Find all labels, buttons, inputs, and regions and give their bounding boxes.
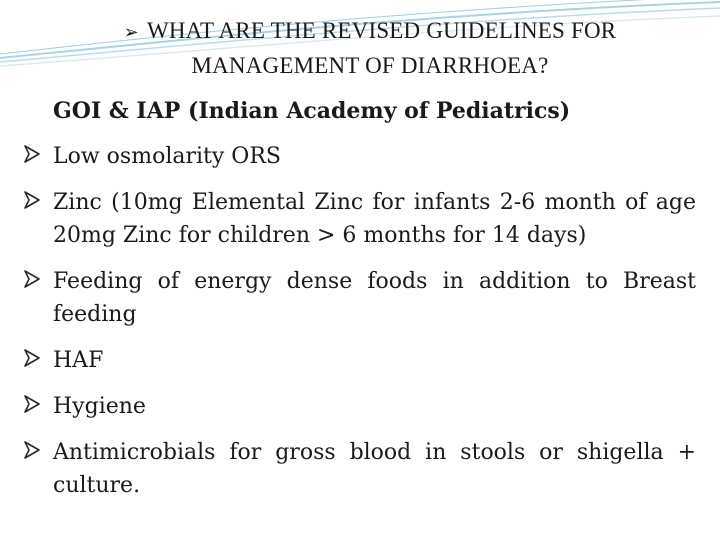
bullet-item [24,186,696,252]
arrow-bullet-icon [24,394,40,414]
bullet-item [24,265,696,331]
bullet-text: HAF [53,348,104,373]
arrow-bullet-icon [24,348,40,368]
bullet-text: Low osmolarity ORS [53,144,281,169]
arrow-bullet-icon [24,190,40,210]
arrow-bullet-icon [24,269,40,289]
slide-subtitle: GOI & IAP (Indian Academy of Pediatrics) [53,98,571,124]
arrow-bullet-icon: ➢ [123,22,139,42]
arrow-bullet-icon [24,440,40,460]
bullet-item [24,390,696,423]
bullet-text: Zinc (10mg Elemental Zinc for infants 2-6 month of age 20mg Zinc for children > 6 months for 14 days) [53,190,696,248]
slide-title [60,14,680,82]
title-line-1: ➢ WHAT ARE THE REVISED GUIDELINES FOR [123,18,617,43]
bullet-text: Feeding of energy dense foods in addition to Breast feeding [53,269,696,327]
bullet-item [24,140,696,173]
bullet-item [24,344,696,377]
title-line-2: MANAGEMENT OF DIARRHOEA? [191,53,549,78]
bullet-text: Hygiene [53,394,146,419]
bullet-list [24,140,696,502]
bullet-item [24,436,696,502]
bullet-text: Antimicrobials for gross blood in stools or shigella + culture. [53,440,696,498]
arrow-bullet-icon [24,144,40,164]
